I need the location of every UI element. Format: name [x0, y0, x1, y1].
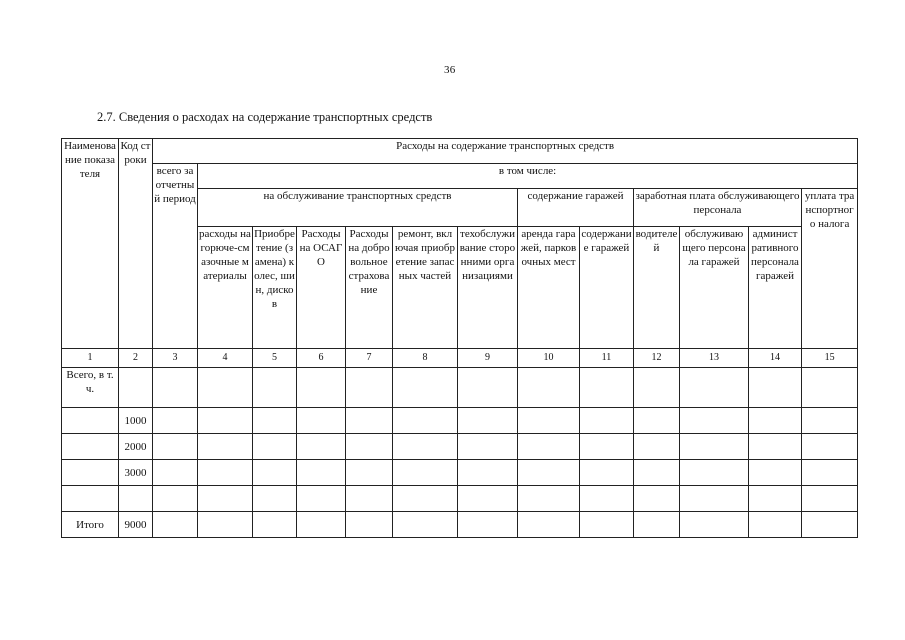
header-indicator-name: Наименование показателя	[62, 139, 119, 349]
value-cell	[580, 460, 634, 486]
column-number: 2	[119, 349, 153, 368]
value-cell	[393, 368, 458, 408]
value-cell	[518, 434, 580, 460]
row-name-cell	[62, 486, 119, 512]
header-osago: Расходы на ОСАГО	[297, 227, 346, 349]
value-cell	[198, 460, 253, 486]
row-name-cell	[62, 408, 119, 434]
row-code-cell: 2000	[119, 434, 153, 460]
value-cell	[346, 460, 393, 486]
value-cell	[518, 368, 580, 408]
value-cell	[680, 408, 749, 434]
column-number: 8	[393, 349, 458, 368]
value-cell	[749, 460, 802, 486]
value-cell	[634, 368, 680, 408]
value-cell	[153, 512, 198, 538]
column-number: 13	[680, 349, 749, 368]
table-row	[62, 368, 858, 408]
value-cell	[518, 460, 580, 486]
header-garage-upkeep: содержание гаражей	[580, 227, 634, 349]
column-numbers	[62, 349, 858, 368]
section-title: 2.7. Сведения о расходах на содержание транспортных средств	[97, 110, 433, 124]
value-cell	[802, 368, 858, 408]
value-cell	[346, 434, 393, 460]
table-header	[62, 139, 858, 349]
header-garage-service-staff: обслуживающего персонала гаражей	[680, 227, 749, 349]
value-cell	[749, 486, 802, 512]
value-cell	[580, 512, 634, 538]
value-cell	[198, 408, 253, 434]
value-cell	[580, 368, 634, 408]
value-cell	[680, 368, 749, 408]
value-cell	[580, 408, 634, 434]
header-expenses-group: Расходы на содержание транспортных средств	[153, 139, 858, 164]
value-cell	[346, 512, 393, 538]
value-cell	[297, 460, 346, 486]
row-code-cell: 3000	[119, 460, 153, 486]
value-cell	[458, 486, 518, 512]
value-cell	[253, 434, 297, 460]
header-wheels: Приобретение (замена) колес, шин, дисков	[253, 227, 297, 349]
row-code-cell	[119, 486, 153, 512]
value-cell	[393, 486, 458, 512]
header-drivers: водителей	[634, 227, 680, 349]
value-cell	[518, 408, 580, 434]
column-number: 4	[198, 349, 253, 368]
column-number: 10	[518, 349, 580, 368]
row-name-cell: Всего, в т.ч.	[62, 368, 119, 408]
column-number-row	[62, 349, 858, 368]
value-cell	[634, 434, 680, 460]
value-cell	[749, 368, 802, 408]
column-number: 14	[749, 349, 802, 368]
header-row-code: Код строки	[119, 139, 153, 349]
header-service-group: на обслуживание транспортных средств	[198, 189, 518, 227]
value-cell	[393, 434, 458, 460]
value-cell	[297, 434, 346, 460]
value-cell	[393, 460, 458, 486]
value-cell	[393, 408, 458, 434]
table-row	[62, 460, 858, 486]
value-cell	[153, 434, 198, 460]
value-cell	[253, 368, 297, 408]
value-cell	[634, 460, 680, 486]
value-cell	[297, 486, 346, 512]
value-cell	[198, 434, 253, 460]
row-code-cell: 1000	[119, 408, 153, 434]
expenses-table	[61, 138, 858, 538]
value-cell	[198, 486, 253, 512]
value-cell	[802, 486, 858, 512]
value-cell	[153, 486, 198, 512]
value-cell	[518, 512, 580, 538]
value-cell	[749, 434, 802, 460]
column-number: 3	[153, 349, 198, 368]
value-cell	[802, 408, 858, 434]
column-number: 1	[62, 349, 119, 368]
value-cell	[680, 486, 749, 512]
table-row	[62, 434, 858, 460]
column-number: 9	[458, 349, 518, 368]
value-cell	[297, 408, 346, 434]
value-cell	[458, 512, 518, 538]
value-cell	[393, 512, 458, 538]
value-cell	[680, 434, 749, 460]
value-cell	[580, 486, 634, 512]
value-cell	[253, 486, 297, 512]
value-cell	[153, 408, 198, 434]
column-number: 7	[346, 349, 393, 368]
value-cell	[297, 368, 346, 408]
page-number: 36	[444, 64, 456, 76]
value-cell	[458, 408, 518, 434]
header-total-period: всего за отчетный период	[153, 164, 198, 349]
value-cell	[802, 460, 858, 486]
value-cell	[749, 512, 802, 538]
row-name-cell	[62, 434, 119, 460]
value-cell	[253, 460, 297, 486]
row-name-cell: Итого	[62, 512, 119, 538]
table-row	[62, 408, 858, 434]
table-row	[62, 512, 858, 538]
value-cell	[802, 512, 858, 538]
header-salary-group: заработная плата обслуживающего персонала	[634, 189, 802, 227]
value-cell	[153, 460, 198, 486]
column-number: 12	[634, 349, 680, 368]
column-number: 5	[253, 349, 297, 368]
header-fuel: расходы на горюче-смазочные материалы	[198, 227, 253, 349]
header-garage-rent: аренда гаражей, парковочных мест	[518, 227, 580, 349]
value-cell	[580, 434, 634, 460]
table-body	[62, 368, 858, 538]
row-name-cell	[62, 460, 119, 486]
value-cell	[153, 368, 198, 408]
value-cell	[198, 512, 253, 538]
value-cell	[634, 408, 680, 434]
value-cell	[346, 408, 393, 434]
value-cell	[198, 368, 253, 408]
header-voluntary-insurance: Расходы на добровольное страхование	[346, 227, 393, 349]
value-cell	[253, 512, 297, 538]
value-cell	[458, 434, 518, 460]
value-cell	[518, 486, 580, 512]
row-code-cell: 9000	[119, 512, 153, 538]
header-repair: ремонт, включая приобретение запасных частей	[393, 227, 458, 349]
value-cell	[680, 460, 749, 486]
value-cell	[297, 512, 346, 538]
value-cell	[634, 486, 680, 512]
header-third-party-service: техобслуживание сторонними организациями	[458, 227, 518, 349]
header-transport-tax: уплата транспортного налога	[802, 189, 858, 349]
row-code-cell	[119, 368, 153, 408]
value-cell	[802, 434, 858, 460]
column-number: 6	[297, 349, 346, 368]
value-cell	[749, 408, 802, 434]
header-garage-admin-staff: административного персонала гаражей	[749, 227, 802, 349]
value-cell	[680, 512, 749, 538]
value-cell	[253, 408, 297, 434]
value-cell	[346, 368, 393, 408]
value-cell	[458, 460, 518, 486]
table-row	[62, 486, 858, 512]
header-garage-group: содержание гаражей	[518, 189, 634, 227]
header-including: в том числе:	[198, 164, 858, 189]
value-cell	[634, 512, 680, 538]
value-cell	[458, 368, 518, 408]
value-cell	[346, 486, 393, 512]
column-number: 11	[580, 349, 634, 368]
column-number: 15	[802, 349, 858, 368]
